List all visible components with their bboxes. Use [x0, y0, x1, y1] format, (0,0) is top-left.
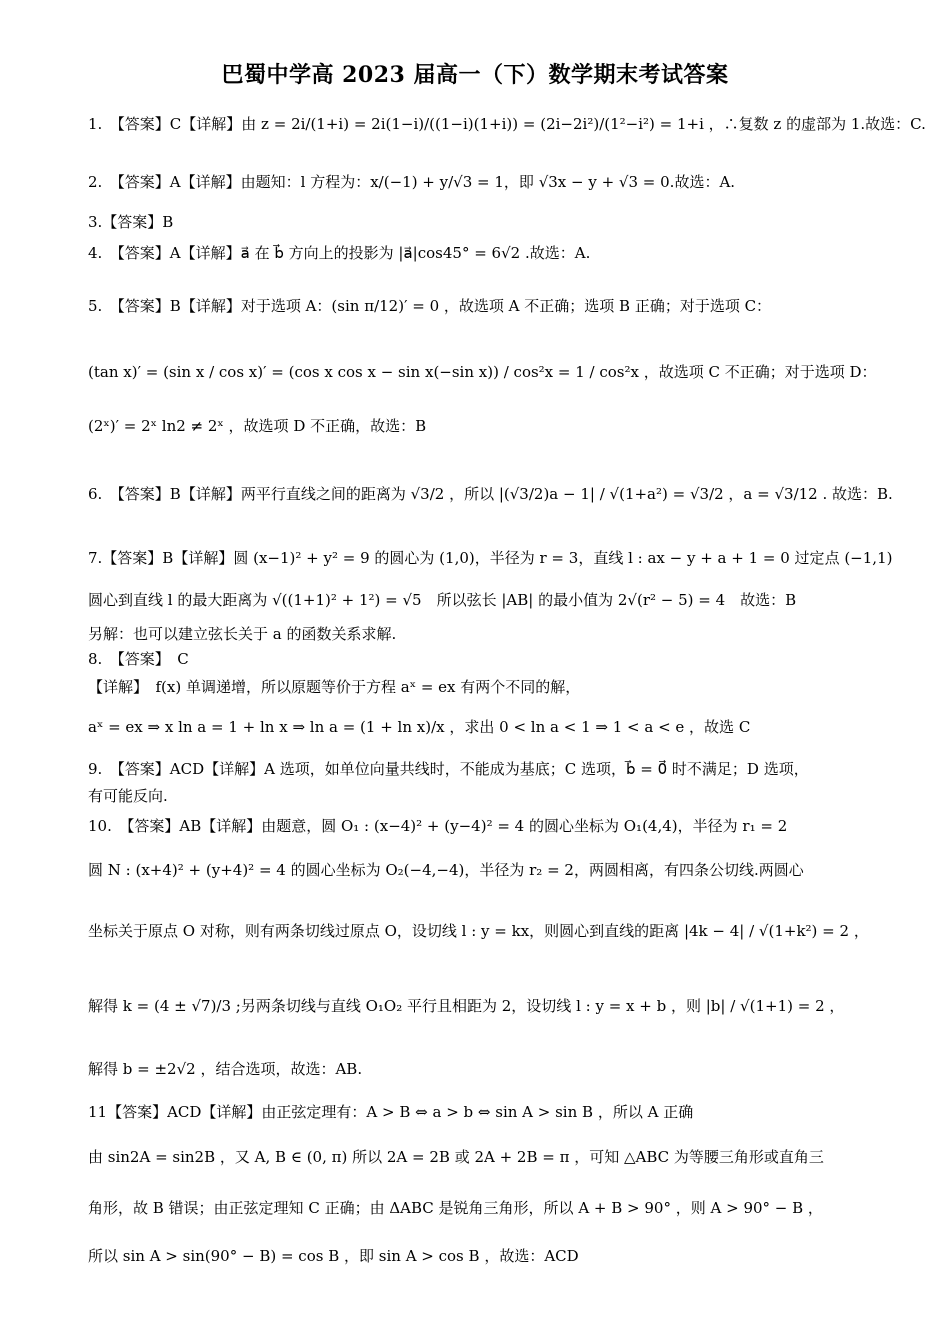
- answer-line: 11【答案】ACD【详解】由正弦定理有：A > B ⇔ a > b ⇔ sin A > sin B ，所以 A 正确: [88, 1103, 694, 1121]
- answer-line: 解得 b = ±2√2 ，结合选项，故选：AB.: [88, 1060, 363, 1078]
- answer-line: (2ˣ)′ = 2ˣ ln2 ≠ 2ˣ ，故选项 D 不正确，故选：B: [88, 417, 427, 435]
- answer-line: 1. 【答案】C【详解】由 z = 2i/(1+i) = 2i(1−i)/((1−i)(1+i)) = (2i−2i²)/(1²−i²) = 1+i ，∴复数 z 的虚部为 1.故选：C.: [88, 115, 926, 133]
- answer-line: 由 sin2A = sin2B ，又 A, B ∈ (0, π) 所以 2A = 2B 或 2A + 2B = π ，可知 △ABC 为等腰三角形或直角三: [88, 1148, 824, 1166]
- answer-line: 3.【答案】B: [88, 213, 174, 231]
- answer-line: 角形，故 B 错误；由正弦定理知 C 正确；由 ΔABC 是锐角三角形，所以 A + B > 90° ，则 A > 90° − B ，: [88, 1199, 823, 1217]
- answer-line: 圆 N : (x+4)² + (y+4)² = 4 的圆心坐标为 O₂(−4,−4)，半径为 r₂ = 2，两圆相离，有四条公切线.两圆心: [88, 861, 804, 879]
- answer-line: 7.【答案】B【详解】圆 (x−1)² + y² = 9 的圆心为 (1,0)，半径为 r = 3，直线 l : ax − y + a + 1 = 0 过定点 (−1,1): [88, 549, 893, 567]
- answer-line: 另解：也可以建立弦长关于 a 的函数关系求解.: [88, 625, 397, 643]
- answer-line: 10. 【答案】AB【详解】由题意，圆 O₁ : (x−4)² + (y−4)² = 4 的圆心坐标为 O₁(4,4)，半径为 r₁ = 2: [88, 817, 788, 835]
- answer-line: 【详解】 f(x) 单调递增，所以原题等价于方程 aˣ = ex 有两个不同的解，: [88, 678, 581, 696]
- answer-line: aˣ = ex ⇒ x ln a = 1 + ln x ⇒ ln a = (1 + ln x)/x ，求出 0 < ln a < 1 ⇒ 1 < a < e ，故选 C: [88, 718, 751, 736]
- answer-line: 坐标关于原点 O 对称，则有两条切线过原点 O，设切线 l : y = kx，则圆心到直线的距离 |4k − 4| / √(1+k²) = 2 ，: [88, 922, 869, 940]
- answer-line: 2. 【答案】A【详解】由题知：l 方程为：x/(−1) + y/√3 = 1，即 √3x − y + √3 = 0.故选：A.: [88, 173, 736, 191]
- answer-line: 解得 k = (4 ± √7)/3 ;另两条切线与直线 O₁O₂ 平行且相距为 2，设切线 l : y = x + b ，则 |b| / √(1+1) = 2 ，: [88, 997, 845, 1015]
- answer-line: 所以 sin A > sin(90° − B) = cos B ，即 sin A > cos B ，故选：ACD: [88, 1247, 579, 1265]
- answer-line: 圆心到直线 l 的最大距离为 √((1+1)² + 1²) = √5 所以弦长 |AB| 的最小值为 2√(r² − 5) = 4 故选：B: [88, 591, 797, 609]
- answer-line: 9. 【答案】ACD【详解】A 选项，如单位向量共线时，不能成为基底；C 选项，b⃗ = 0⃗ 时不满足；D 选项，: [88, 760, 809, 778]
- answer-line: 有可能反向.: [88, 787, 168, 805]
- answer-line: (tan x)′ = (sin x / cos x)′ = (cos x cos x − sin x(−sin x)) / cos²x = 1 / cos²x ，故选项 C 不正确；对于选项 D：: [88, 363, 877, 381]
- answer-line: 5. 【答案】B【详解】对于选项 A：(sin π/12)′ = 0 ，故选项 A 不正确；选项 B 正确；对于选项 C：: [88, 297, 772, 315]
- answer-line: 8. 【答案】 C: [88, 650, 189, 668]
- answer-line: 4. 【答案】A【详解】a⃗ 在 b⃗ 方向上的投影为 |a⃗|cos45° = 6√2 .故选：A.: [88, 244, 591, 262]
- page-title: 巴蜀中学高 2023 届高一（下）数学期末考试答案: [221, 62, 729, 88]
- answer-line: 6. 【答案】B【详解】两平行直线之间的距离为 √3/2 ，所以 |(√3/2)a − 1| / √(1+a²) = √3/2 ，a = √3/12 . 故选：B.: [88, 485, 893, 503]
